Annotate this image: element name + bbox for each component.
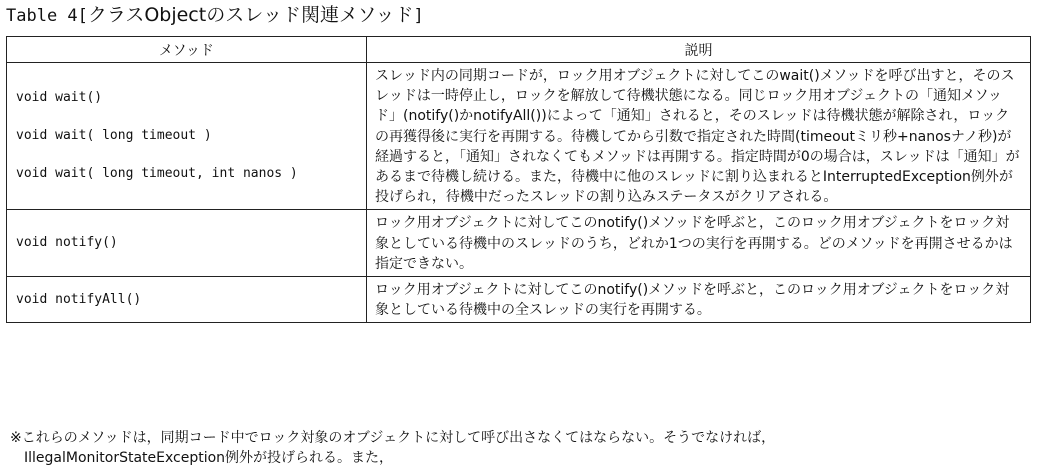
footnote — [10, 428, 775, 468]
method-signature: void wait( long timeout, int nanos ) — [16, 166, 298, 182]
method-signature: void wait() — [16, 90, 103, 106]
method-table — [6, 36, 1031, 323]
table-row-notifyall — [7, 277, 1031, 323]
table-caption-title: クラスObjectのスレッド関連メソッド — [87, 4, 414, 26]
column-header-description: 説明 — [367, 37, 1031, 63]
method-description: ロック用オブジェクトに対してこのnotify()メソッドを呼ぶと，このロック用オブジェクトをロック対象としている待機中のスレッドのうち，どれか1つの実行を再開する。どのメソッドを再開させるかは指定できない。 — [367, 210, 1031, 277]
table-caption-prefix: Table 4[ — [6, 6, 88, 26]
table-header-row — [7, 37, 1031, 63]
method-signature: void notifyAll() — [16, 291, 142, 307]
table-caption — [6, 2, 424, 29]
method-signature: void notify() — [16, 235, 118, 251]
method-signatures-cell — [7, 210, 367, 277]
table-caption-suffix: ] — [413, 6, 424, 26]
table-row-notify — [7, 210, 1031, 277]
method-signature: void wait( long timeout ) — [16, 128, 212, 144]
method-signatures-cell — [7, 277, 367, 323]
table-row-wait — [7, 63, 1031, 210]
method-signatures-cell — [7, 63, 367, 210]
footnote-line-2: IllegalMonitorStateException例外が投げられる。また， — [24, 450, 394, 466]
footnote-line-1: ※これらのメソッドは，同期コード中でロック対象のオブジェクトに対して呼び出さなくてはならない。そうでなければ， — [10, 430, 776, 446]
method-description: ロック用オブジェクトに対してこのnotify()メソッドを呼ぶと，このロック用オブジェクトをロック対象としている待機中の全スレッドの実行を再開する。 — [367, 277, 1031, 323]
column-header-method: メソッド — [7, 37, 367, 63]
method-description: スレッド内の同期コードが，ロック用オブジェクトに対してこのwait()メソッドを呼び出すと，そのスレッドは一時停止し，ロックを解放して待機状態になる。同じロック用オブジェクトの「通知メソッド」(notify()かnotifyAll())によって「通知」されると，そのスレッドは待機状態が解除され，ロックの再獲得後に実行を再開する。待機してから引数で指定された時間(timeoutミリ秒+nanosナノ秒)が経過すると，「通知」されなくてもメソッドは再開する。指定時間が0の場合は，スレッドは「通知」があるまで待機し続ける。また，待機中に他のスレッドに割り込まれるとInterruptedException例外が投げられ，待機中だったスレッドの割り込みステータスがクリアされる。 — [367, 63, 1031, 210]
